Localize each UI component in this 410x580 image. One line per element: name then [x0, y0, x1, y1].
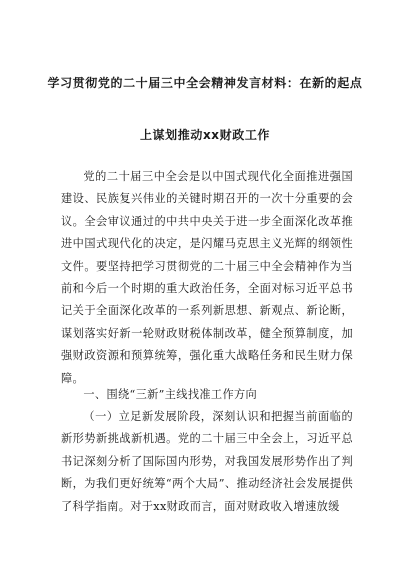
- section-heading: 一、围绕“三新”主线找准工作方向: [83, 388, 258, 401]
- document-title-line-2: 上谋划推动xx财政工作: [139, 128, 271, 142]
- intro-paragraph-block: [61, 166, 353, 390]
- intro-paragraph: 党的二十届三中全会是以中国式现代化全面推进强国建设、民族复兴伟业的关键时期召开的一次十分重要的会议。全会审议通过的中共中央关于进一步全面深化改革推进中国式现代化的决定，是闪耀马克思主义光辉的纲领性文件。要坚持把学习贯彻党的二十届三中全会精神作为当前和今后一个时期的重大政治任务，全面对标习近平总书记关于全面深化改革的一系列新思想、新观点、新论断，谋划落实好新一轮财政财税体制改革，健全预算制度，加强财政资源和预算统筹，强化重大战略任务和民生财力保障。: [61, 170, 353, 385]
- section-paragraph-block: [61, 406, 353, 518]
- document-title-line-1: 学习贯彻党的二十届三中全会精神发言材料：在新的起点: [47, 76, 363, 90]
- section-paragraph: （一）立足新发展阶段，深刻认识和把握当前面临的新形势新挑战新机遇。党的二十届三中全会上，习近平总书记深刻分析了国际国内形势，对我国发展形势作出了判断，为我们更好统筹“两个大局”、推动经济社会发展提供了科学指南。对于xx财政而言，面对财政收入增速放缓: [61, 410, 353, 513]
